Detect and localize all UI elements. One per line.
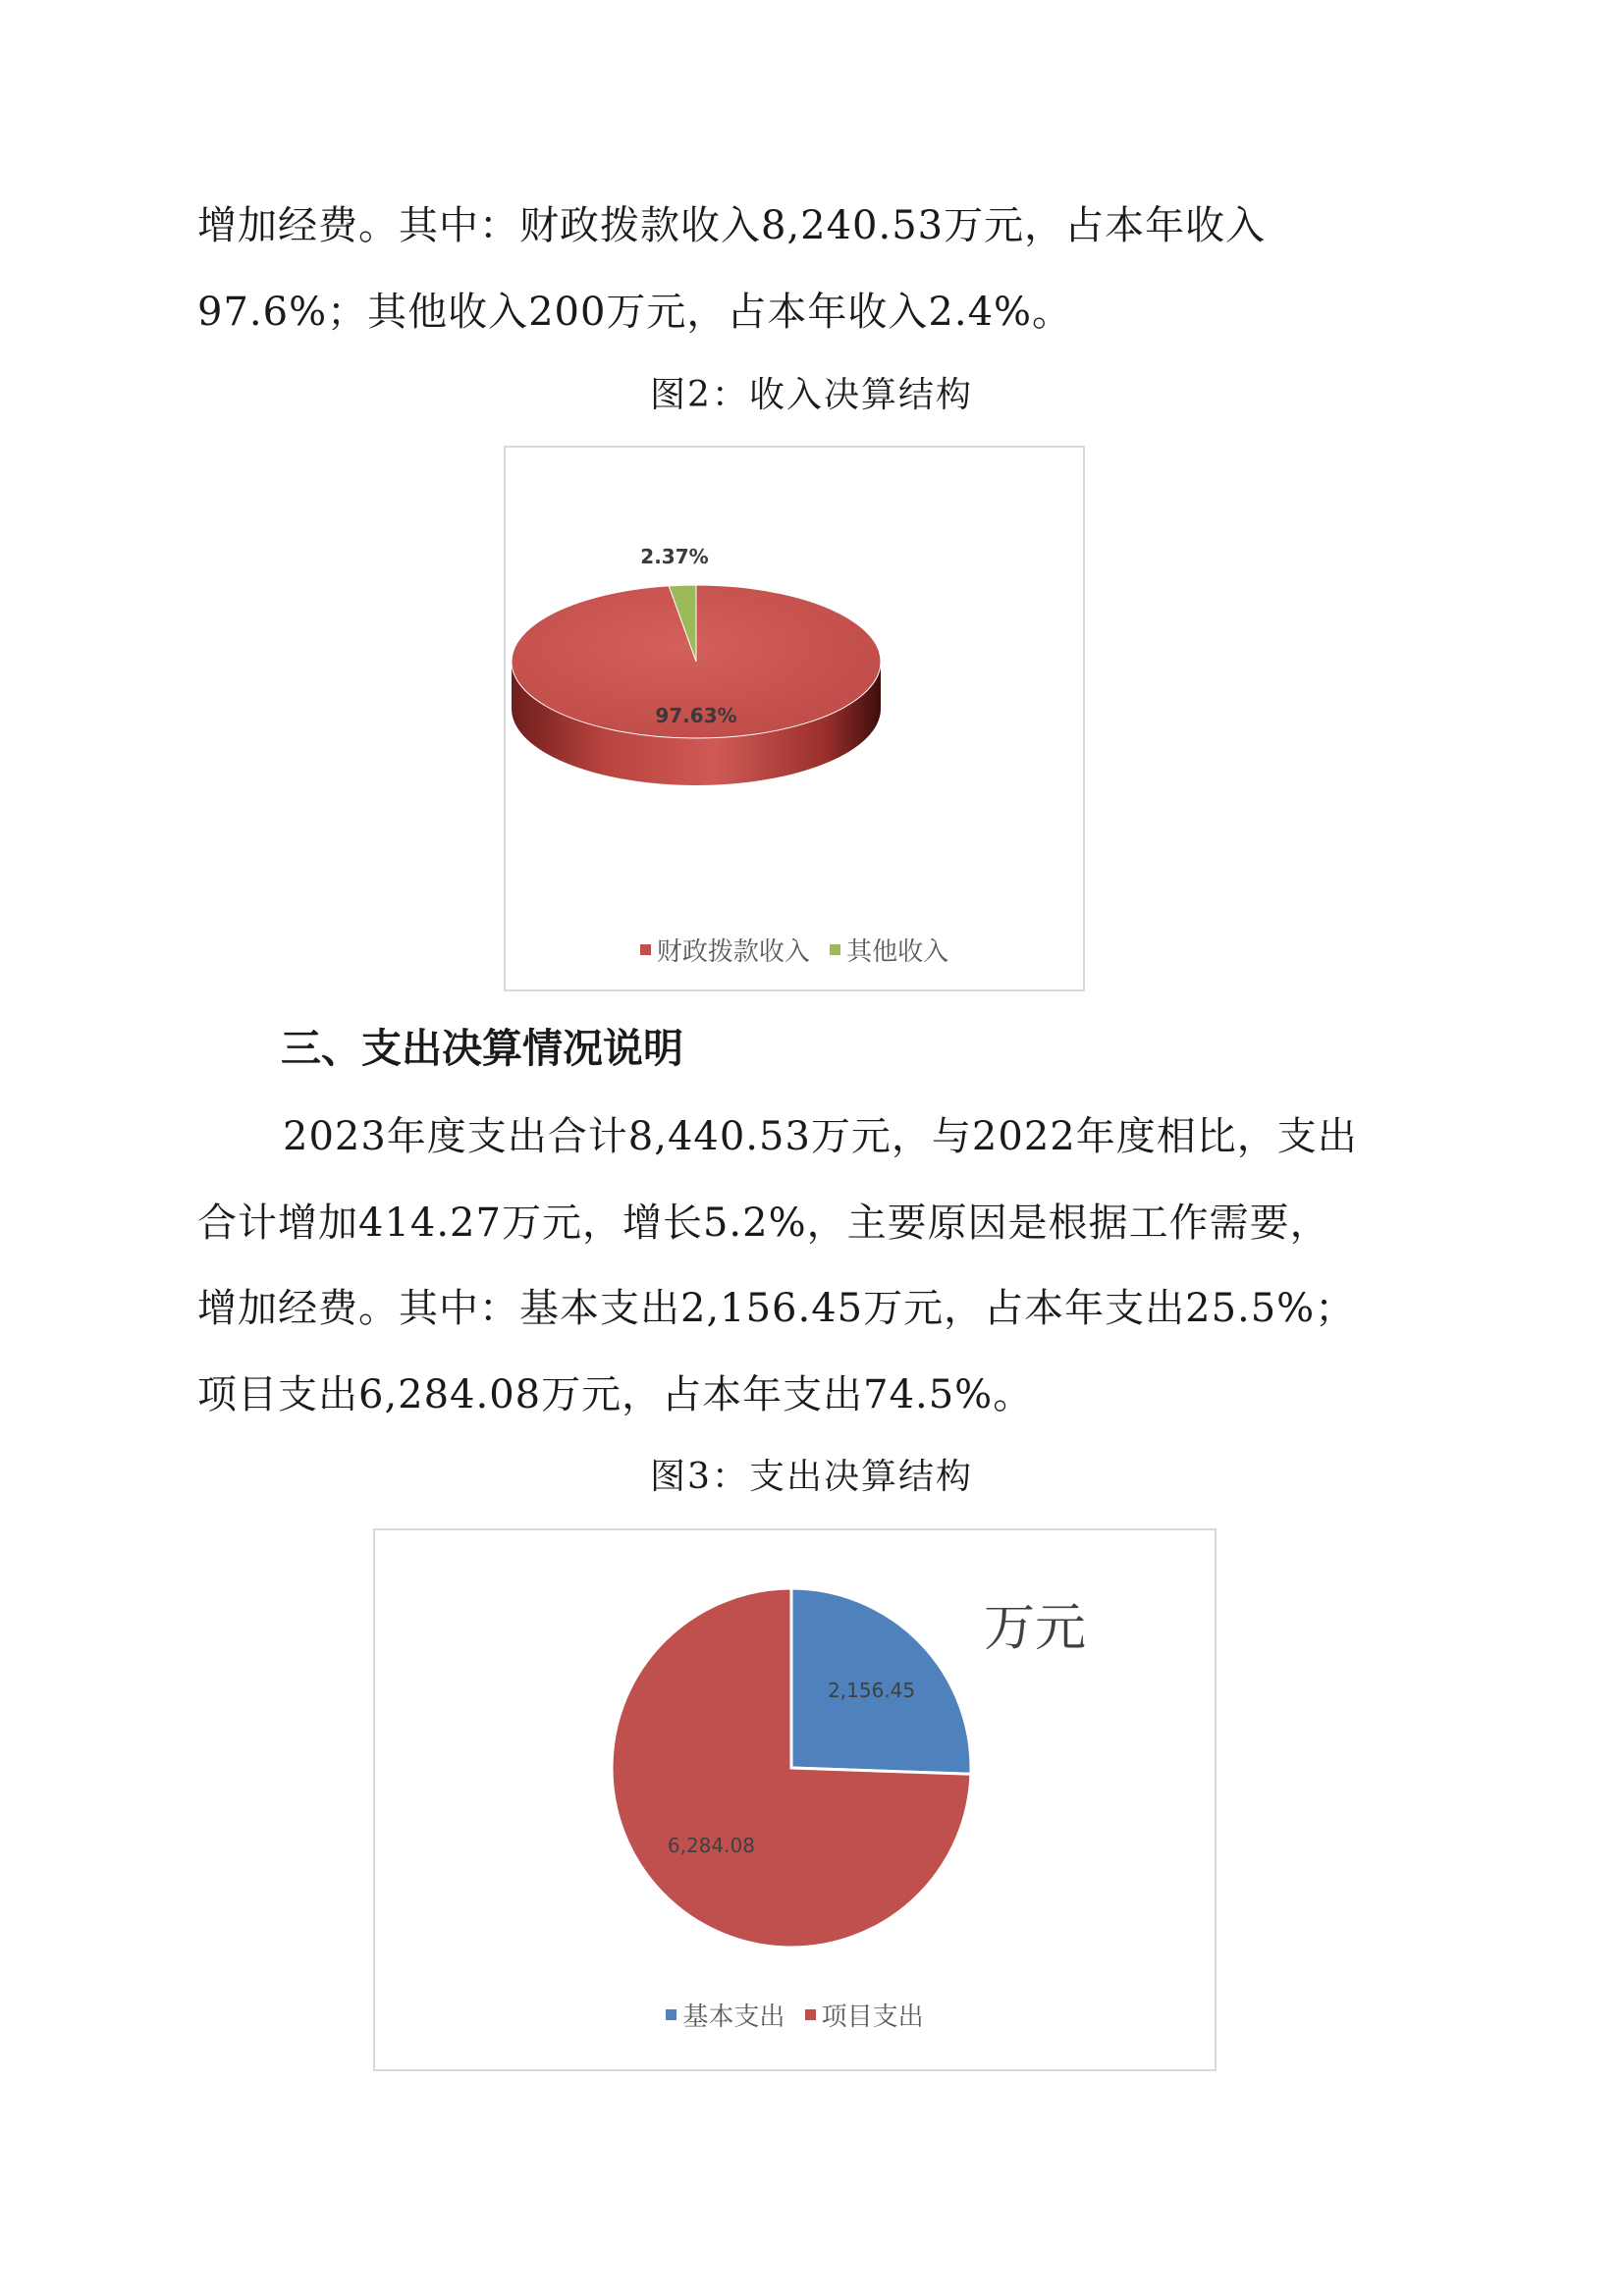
intro-line-2: 97.6%；其他收入200万元，占本年收入2.4%。: [197, 290, 1073, 335]
figure3-chart: [373, 1528, 1217, 2071]
figure3-legend: [375, 2002, 1215, 2033]
data-label-other: 2.37%: [640, 545, 709, 568]
legend-swatch-basic: [666, 2009, 676, 2020]
legend-label-project: 项目支出: [821, 2002, 924, 2032]
data-label-fiscal: 97.63%: [655, 704, 737, 727]
figure3-caption: 图3：支出决算结构: [650, 1457, 973, 1497]
section3-line-1: 2023年度支出合计8,440.53万元，与2022年度相比，支出: [283, 1114, 1358, 1159]
figure2-chart: [504, 446, 1085, 991]
legend-item-project: [805, 2002, 924, 2033]
section3-line-2: 合计增加414.27万元，增长5.2%，主要原因是根据工作需要，: [197, 1201, 1330, 1246]
figure3-unit-label: 万元: [984, 1599, 1087, 1658]
section3-line-4: 项目支出6,284.08万元，占本年支出74.5%。: [197, 1372, 1034, 1417]
expense-pie-chart: [375, 1530, 1215, 2069]
legend-swatch-project: [805, 2009, 816, 2020]
legend-swatch-other: [830, 944, 840, 955]
legend-item-basic: [666, 2002, 784, 2033]
legend-label-basic: 基本支出: [682, 2002, 785, 2032]
data-label-basic: 2,156.45: [828, 1679, 916, 1703]
legend-label-fiscal: 财政拨款收入: [656, 937, 810, 967]
legend-swatch-fiscal: [640, 944, 651, 955]
section3-heading: 三、支出决算情况说明: [281, 1025, 683, 1072]
income-pie-chart: [506, 448, 1083, 989]
legend-item-other: [830, 936, 948, 968]
figure2-caption: 图2：收入决算结构: [650, 375, 973, 415]
legend-item-fiscal: [640, 936, 810, 968]
section3-line-3: 增加经费。其中：基本支出2,156.45万元，占本年支出25.5%；: [197, 1286, 1356, 1331]
data-label-project: 6,284.08: [667, 1833, 755, 1857]
intro-line-1: 增加经费。其中：财政拨款收入8,240.53万元，占本年收入: [197, 203, 1267, 248]
figure2-legend: [506, 936, 1083, 968]
legend-label-other: 其他收入: [846, 937, 949, 967]
